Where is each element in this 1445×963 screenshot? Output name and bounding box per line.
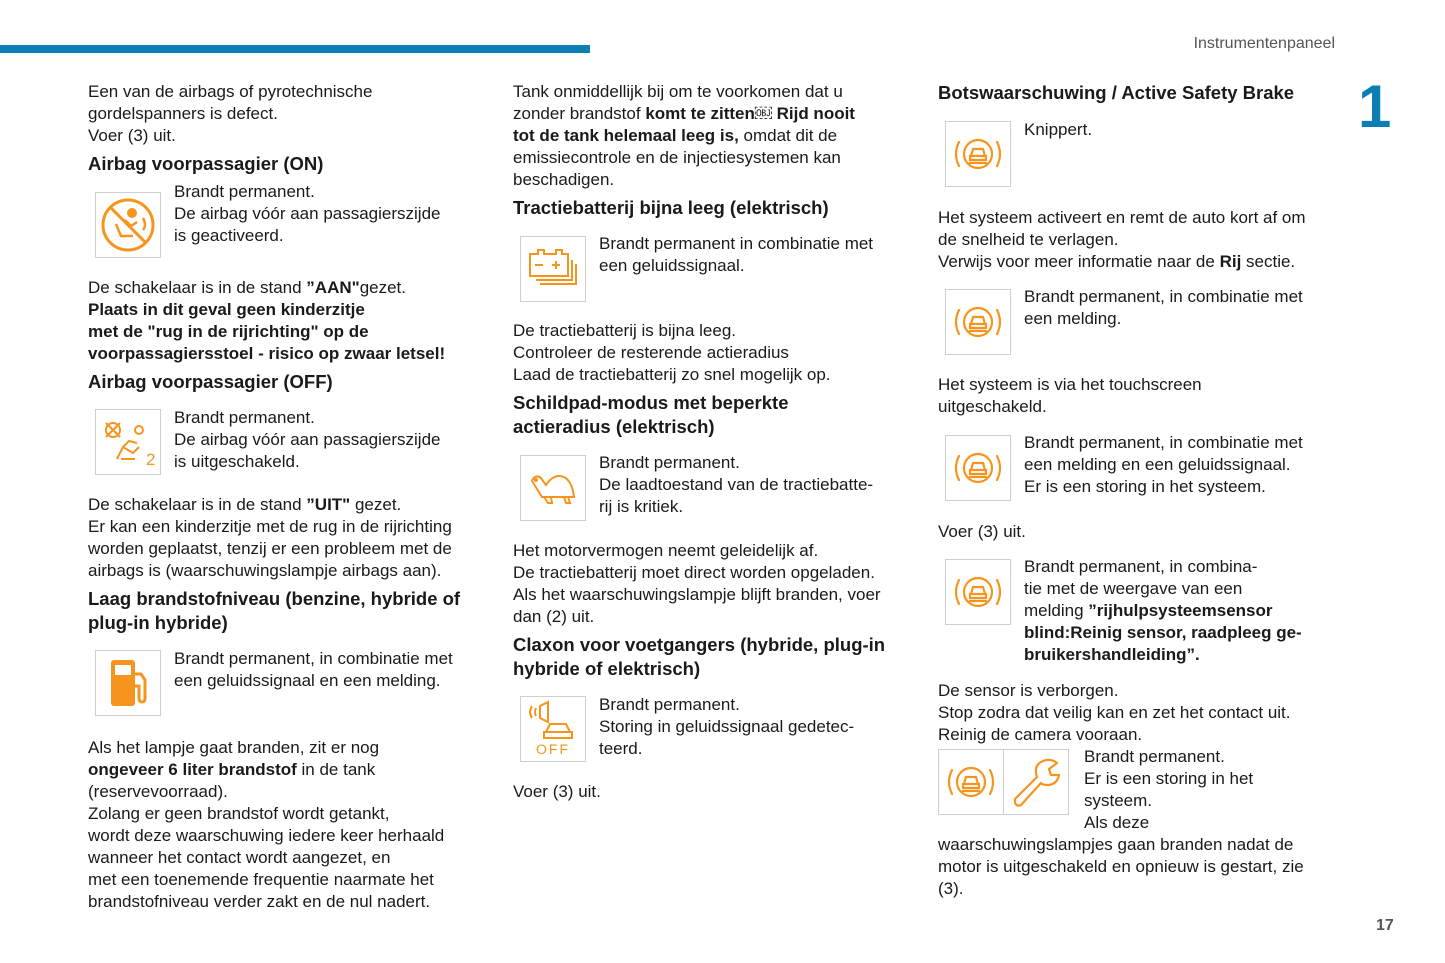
- paragraph: [938, 834, 1358, 900]
- heading-traction-battery: Tractiebatterij bijna leeg (elektrisch): [513, 197, 829, 218]
- icon-description: [1024, 119, 1424, 141]
- text: Brandt permanent, in combinatie met een melding en een geluidssignaal. Er is een storing in het systeem.: [1024, 433, 1303, 496]
- text: omdat dit de emissiecontrole en de injectiesystemen kan beschadigen.: [513, 126, 841, 189]
- text: Brandt permanent in combinatie met een geluidssignaal.: [599, 234, 874, 275]
- paragraph: [88, 494, 488, 582]
- text: waarschuwingslampjes gaan branden nadat de motor is uitgeschakeld en opnieuw is gestart, zie (3).: [938, 835, 1304, 898]
- text: Brandt permanent. De laadtoestand van de tractiebatte- rij is kritiek.: [599, 453, 874, 516]
- text: Brandt permanent, in combinatie met een melding.: [1024, 287, 1303, 328]
- text: Tank onmiddellijk bij om te voorkomen dat u zonder brandstof: [513, 82, 843, 123]
- text: Het systeem is via het touchscreen uitgeschakeld.: [938, 375, 1202, 416]
- text: Brandt permanent. De airbag vóór aan passagierszijde is uitgeschakeld.: [174, 408, 441, 471]
- icon-description: [1024, 286, 1424, 330]
- text: in de tank (reservevoorraad). Zolang er geen brandstof wordt getankt, wordt deze waarschuwing iedere keer herhaald wanneer het contact wordt aangezet, en met een toenemende frequentie naarmate het brandstofniveau verder zakt en de nul nadert.: [88, 760, 445, 911]
- paragraph: [513, 81, 913, 191]
- bold-text: ongeveer 6 liter brandstof: [88, 760, 297, 779]
- heading-collision-warning: Botswaarschuwing / Active Safety Brake: [938, 82, 1295, 103]
- icon-description: [1084, 746, 1445, 834]
- bold-text: ”UIT": [306, 495, 351, 514]
- text: Als het lampje gaat branden, zit er nog: [88, 738, 380, 757]
- bold-text: ”AAN": [306, 278, 360, 297]
- chapter-number: 1: [1358, 73, 1392, 140]
- text: De sensor is verborgen. Stop zodra dat veilig kan en zet het contact uit. Reinig de camera vooraan.: [938, 681, 1291, 744]
- text: Brandt permanent. De airbag vóór aan passagierszijde is geactiveerd.: [174, 182, 441, 245]
- svg-text:2: 2: [146, 450, 156, 469]
- text: De tractiebatterij is bijna leeg. Controleer de resterende actieradius Laad de tractiebatterij zo snel mogelijk op.: [513, 321, 831, 384]
- header-accent-bar: [0, 45, 590, 53]
- text: Brandt permanent. Er is een storing in het systeem. Als deze: [1084, 747, 1254, 832]
- heading-turtle-mode: Schildpad-modus met beperkte actieradius (elektrisch): [513, 392, 789, 437]
- paragraph: [88, 737, 488, 913]
- text: Voer (3) uit.: [513, 782, 601, 801]
- text: Brandt permanent. Storing in geluidssignaal gedetec- teerd.: [599, 695, 855, 758]
- wrench-icon: [1003, 749, 1069, 815]
- active-safety-brake-icon: [938, 749, 1004, 815]
- active-safety-brake-icon: [945, 435, 1011, 501]
- turtle-icon: [520, 455, 586, 521]
- active-safety-brake-icon: [945, 289, 1011, 355]
- paragraph: [938, 680, 1338, 746]
- text: Het systeem activeert en remt de auto kort af om de snelheid te verlagen. Verwijs voor meer informatie naar de: [938, 208, 1306, 271]
- active-safety-brake-icon: [945, 121, 1011, 187]
- paragraph: [938, 207, 1358, 273]
- active-safety-brake-icon: [945, 559, 1011, 625]
- paragraph: [938, 521, 1338, 543]
- heading-low-fuel: Laag brandstofniveau (benzine, hybride of plug-in hybride): [88, 588, 461, 633]
- bold-text: Plaats in dit geval geen kinderzitje met de "rug in de rijrichting" op de voorpassagiersstoel - risico op zwaar letsel!: [88, 300, 446, 363]
- paragraph: [513, 781, 913, 803]
- airbag-on-icon: [95, 192, 161, 258]
- paragraph: [938, 374, 1338, 418]
- fuel-icon: [95, 650, 161, 716]
- paragraph: [513, 540, 923, 628]
- icon-description: [1024, 432, 1424, 498]
- bold-text: komt te zitten￼ Rijd nooit tot de tank helemaal leeg is,: [513, 104, 855, 145]
- heading-airbag-off: Airbag voorpassagier (OFF): [88, 371, 333, 392]
- heading-pedestrian-horn: Claxon voor voetgangers (hybride, plug-in hybride of elektrisch): [513, 634, 886, 679]
- text: sectie.: [1241, 252, 1296, 271]
- paragraph: [88, 277, 488, 365]
- off-label: OFF: [536, 741, 570, 757]
- text: Brandt permanent, in combinatie met een geluidssignaal en een melding.: [174, 649, 453, 690]
- text: Knippert.: [1024, 120, 1093, 139]
- bold-text: Rij: [1219, 252, 1242, 271]
- paragraph: [513, 320, 913, 386]
- text: De schakelaar is in de stand: [88, 278, 307, 297]
- bold-text: ”rijhulpsysteemsensor blind:Reinig sensor, raadpleeg ge- bruikershandleiding”.: [1024, 601, 1302, 664]
- paragraph: [88, 81, 488, 147]
- text: gezet.: [359, 278, 406, 297]
- icon-description: [1024, 556, 1424, 666]
- battery-icon: [520, 236, 586, 302]
- text: gezet. Er kan een kinderzitje met de rug in de rijrichting worden geplaatst, tenzij er een probleem met de airbags is (waarschuwingslampje airbags aan).: [88, 495, 452, 580]
- text: Brandt permanent, in combina- tie met de weergave van een melding: [1024, 557, 1258, 620]
- page-number: 17: [1376, 917, 1394, 934]
- icon-description: [599, 452, 999, 518]
- pedestrian-horn-off-icon: [520, 696, 586, 762]
- heading-airbag-on: Airbag voorpassagier (ON): [88, 153, 324, 174]
- text: De schakelaar is in de stand: [88, 495, 307, 514]
- text: Een van de airbags of pyrotechnische gordelspanners is defect. Voer (3) uit.: [88, 82, 373, 145]
- text: Het motorvermogen neemt geleidelijk af. De tractiebatterij moet direct worden opgeladen. Als het waarschuwingslampje blijft branden, voer dan (2) uit.: [513, 541, 881, 626]
- text: Voer (3) uit.: [938, 522, 1026, 541]
- airbag-off-icon: [95, 409, 161, 475]
- section-title: Instrumentenpaneel: [1193, 35, 1335, 52]
